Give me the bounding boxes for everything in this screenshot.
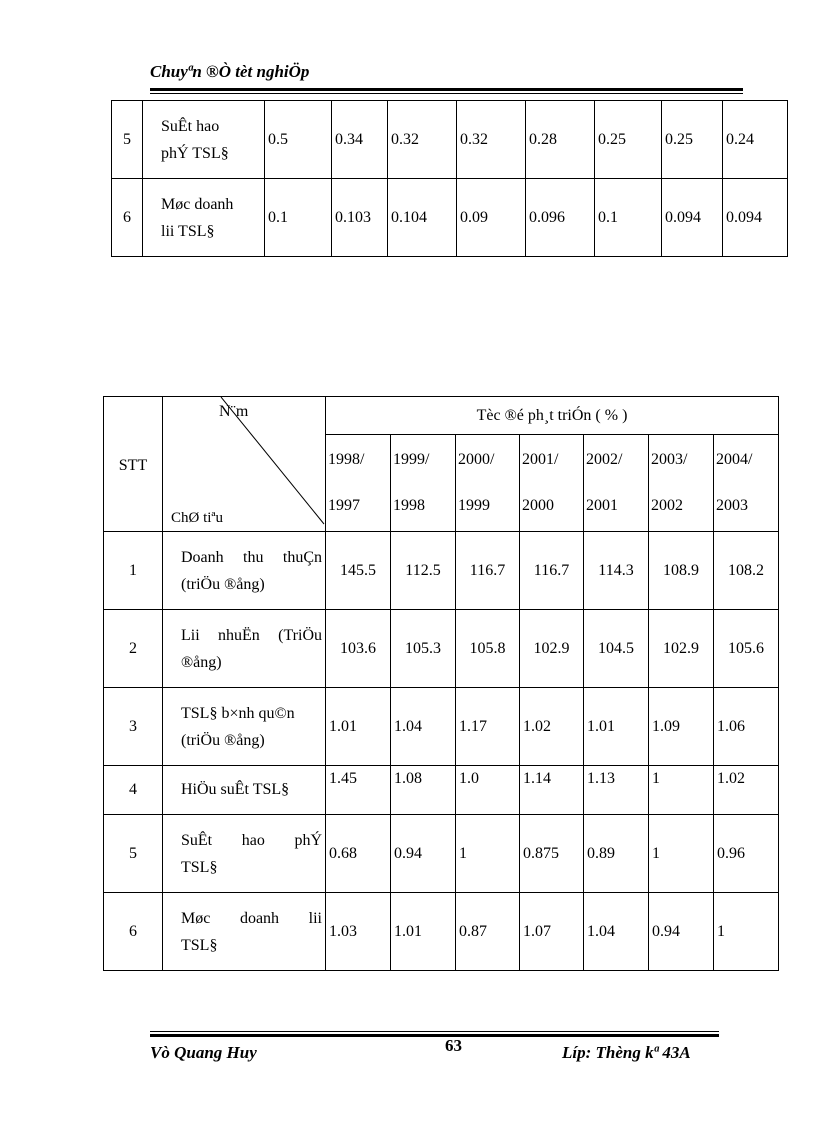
table-row xyxy=(104,815,779,893)
value-cell: 108.2 xyxy=(714,532,779,610)
value-cell: 1 xyxy=(649,766,714,815)
header-row xyxy=(104,397,779,435)
value-cell: 0.87 xyxy=(456,893,520,971)
table-row xyxy=(104,532,779,610)
row-label xyxy=(163,610,326,688)
row-label-line: TSL§ xyxy=(181,858,218,876)
header-rule-thick xyxy=(150,88,743,91)
year-header xyxy=(391,435,456,532)
group-header: Tèc ®é ph¸t triÓn ( % ) xyxy=(326,397,779,435)
value-cell: 1.14 xyxy=(520,766,584,815)
value-cell: 0.104 xyxy=(388,179,457,257)
table-row xyxy=(112,179,788,257)
value-cell: 1.02 xyxy=(714,766,779,815)
value-cell: 114.3 xyxy=(584,532,649,610)
year-header xyxy=(456,435,520,532)
year-top: 2002/ xyxy=(586,451,623,468)
value-cell: 1 xyxy=(714,893,779,971)
year-axis-label: N¨m xyxy=(219,403,249,420)
value-cell: 0.096 xyxy=(526,179,595,257)
stt-cell: 4 xyxy=(104,766,163,815)
stt-cell: 2 xyxy=(104,610,163,688)
year-top: 2001/ xyxy=(522,451,559,468)
value-cell: 102.9 xyxy=(649,610,714,688)
row-label-line: Møc doanh xyxy=(161,195,234,213)
value-cell: 104.5 xyxy=(584,610,649,688)
value-cell: 1.01 xyxy=(326,688,391,766)
row-label xyxy=(143,101,265,179)
row-label-line: SuÊt hao xyxy=(161,117,220,135)
stt-cell: 5 xyxy=(104,815,163,893)
value-cell: 1.17 xyxy=(456,688,520,766)
footer-rule-thick xyxy=(150,1034,719,1037)
year-top: 2003/ xyxy=(651,451,688,468)
row-label-line: TSL§ xyxy=(181,936,218,954)
value-cell: 1 xyxy=(456,815,520,893)
year-top: 1999/ xyxy=(393,451,430,468)
value-cell: 0.25 xyxy=(662,101,723,179)
value-cell: 1.13 xyxy=(584,766,649,815)
value-cell: 116.7 xyxy=(456,532,520,610)
value-cell: 1.04 xyxy=(391,688,456,766)
value-cell: 1.01 xyxy=(584,688,649,766)
row-label-line: (triÖu ®ång) xyxy=(181,575,265,593)
row-label-line: Doanh thu thuÇn xyxy=(181,548,322,566)
stt-header: STT xyxy=(104,397,163,532)
year-header xyxy=(520,435,584,532)
value-cell: 0.1 xyxy=(595,179,662,257)
page-header-title: Chuyªn ®Ò tèt nghiÖp xyxy=(150,62,310,81)
row-label xyxy=(163,815,326,893)
value-cell: 0.68 xyxy=(326,815,391,893)
year-bottom: 2002 xyxy=(651,497,683,514)
row-label xyxy=(163,532,326,610)
value-cell: 0.875 xyxy=(520,815,584,893)
value-cell: 1 xyxy=(649,815,714,893)
row-label-line: Møc doanh lii xyxy=(181,909,322,927)
value-cell: 0.32 xyxy=(388,101,457,179)
value-cell: 0.32 xyxy=(457,101,526,179)
year-bottom: 1997 xyxy=(328,497,360,514)
value-cell: 1.02 xyxy=(520,688,584,766)
footer-author: Vò Quang Huy xyxy=(150,1043,257,1062)
year-bottom: 1999 xyxy=(458,497,490,514)
value-cell: 145.5 xyxy=(326,532,391,610)
year-top: 1998/ xyxy=(328,451,365,468)
row-label xyxy=(143,179,265,257)
value-cell: 108.9 xyxy=(649,532,714,610)
table-row xyxy=(112,101,788,179)
value-cell: 1.03 xyxy=(326,893,391,971)
value-cell: 1.08 xyxy=(391,766,456,815)
value-cell: 0.34 xyxy=(332,101,388,179)
year-bottom: 2000 xyxy=(522,497,554,514)
value-cell: 0.89 xyxy=(584,815,649,893)
value-cell: 1.09 xyxy=(649,688,714,766)
value-cell: 0.1 xyxy=(265,179,332,257)
row-label-line: phÝ TSL§ xyxy=(161,144,229,162)
table-row xyxy=(104,610,779,688)
table-row xyxy=(104,893,779,971)
stt-cell: 6 xyxy=(104,893,163,971)
header-rule-thin xyxy=(150,93,743,94)
value-cell: 105.3 xyxy=(391,610,456,688)
value-cell: 1.04 xyxy=(584,893,649,971)
value-cell: 0.25 xyxy=(595,101,662,179)
value-cell: 105.8 xyxy=(456,610,520,688)
table-row xyxy=(104,688,779,766)
indicator-axis-label: ChØ tiªu xyxy=(171,510,224,526)
row-label-line: Lii nhuËn (TriÖu xyxy=(181,626,322,644)
year-bottom: 2003 xyxy=(716,497,748,514)
year-top: 2004/ xyxy=(716,451,753,468)
stt-cell: 1 xyxy=(104,532,163,610)
table-row xyxy=(104,766,779,815)
year-header xyxy=(326,435,391,532)
value-cell: 0.094 xyxy=(662,179,723,257)
row-label xyxy=(163,893,326,971)
row-label-line: lii TSL§ xyxy=(161,222,215,240)
footer-rule-thin xyxy=(150,1031,719,1032)
value-cell: 0.094 xyxy=(723,179,788,257)
value-cell: 0.28 xyxy=(526,101,595,179)
value-cell: 0.24 xyxy=(723,101,788,179)
value-cell: 1.06 xyxy=(714,688,779,766)
value-cell: 0.96 xyxy=(714,815,779,893)
value-cell: 0.94 xyxy=(649,893,714,971)
year-header xyxy=(649,435,714,532)
row-label: HiÖu suÊt TSL§ xyxy=(163,766,326,815)
continuation-table xyxy=(111,100,788,257)
stt-cell: 5 xyxy=(112,101,143,179)
value-cell: 0.09 xyxy=(457,179,526,257)
year-header xyxy=(714,435,779,532)
row-label xyxy=(163,688,326,766)
value-cell: 1.01 xyxy=(391,893,456,971)
value-cell: 105.6 xyxy=(714,610,779,688)
year-bottom: 2001 xyxy=(586,497,618,514)
value-cell: 1.45 xyxy=(326,766,391,815)
value-cell: 103.6 xyxy=(326,610,391,688)
footer-class: Líp: Thèng kª 43A xyxy=(562,1043,691,1062)
year-header xyxy=(584,435,649,532)
stt-cell: 3 xyxy=(104,688,163,766)
value-cell: 0.5 xyxy=(265,101,332,179)
year-bottom: 1998 xyxy=(393,497,425,514)
value-cell: 0.103 xyxy=(332,179,388,257)
value-cell: 116.7 xyxy=(520,532,584,610)
diagonal-header-cell xyxy=(163,397,326,532)
value-cell: 112.5 xyxy=(391,532,456,610)
value-cell: 0.94 xyxy=(391,815,456,893)
row-label-line: SuÊt hao phÝ xyxy=(181,831,322,849)
stt-cell: 6 xyxy=(112,179,143,257)
row-label-line: TSL§ b×nh qu©n xyxy=(181,704,295,722)
value-cell: 102.9 xyxy=(520,610,584,688)
year-top: 2000/ xyxy=(458,451,495,468)
row-label-line: (triÖu ®ång) xyxy=(181,731,265,749)
row-label-line: ®ång) xyxy=(181,653,222,671)
value-cell: 1.07 xyxy=(520,893,584,971)
value-cell: 1.0 xyxy=(456,766,520,815)
page-number: 63 xyxy=(445,1036,462,1055)
growth-rate-table xyxy=(103,396,779,971)
